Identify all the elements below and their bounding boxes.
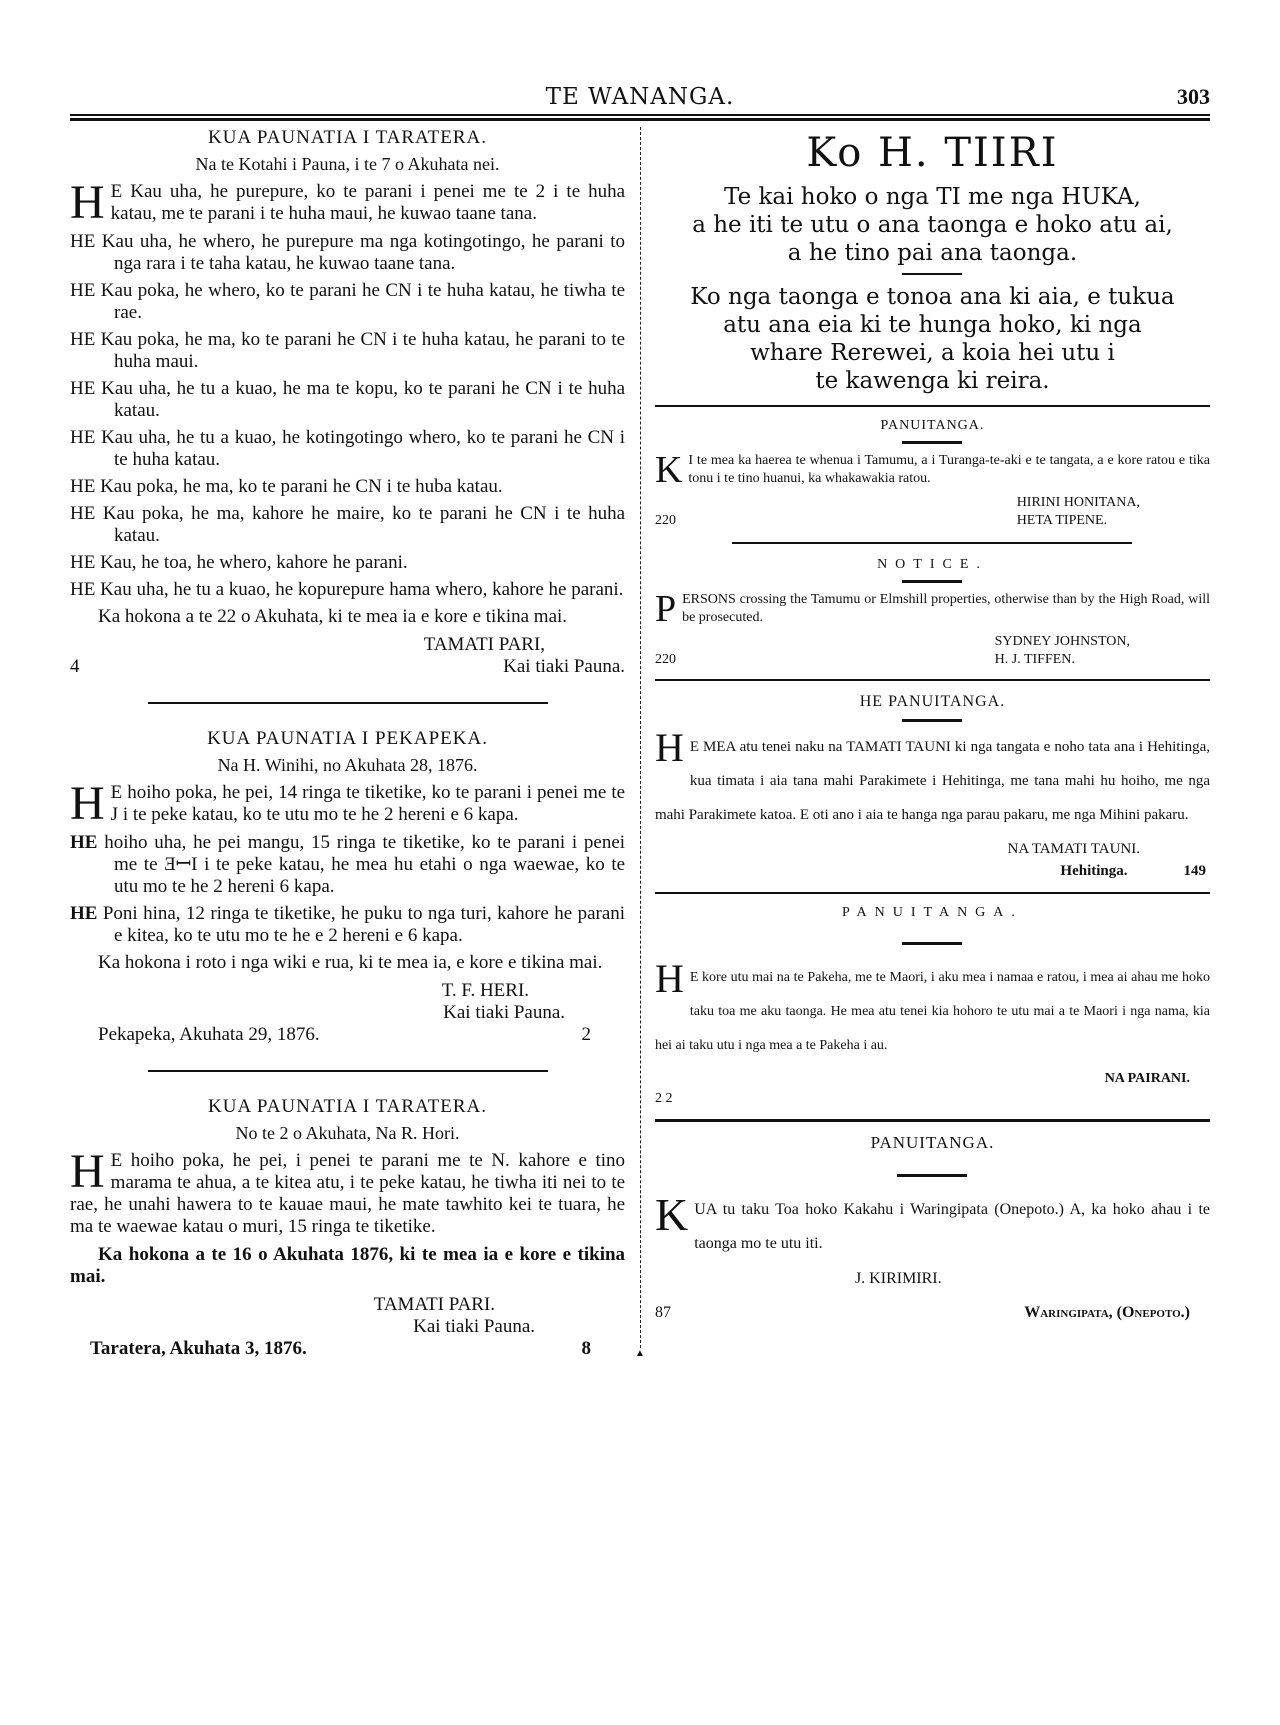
notice-body [655, 1193, 1210, 1261]
signature-row [655, 494, 1210, 530]
newspaper-page [70, 0, 1210, 1360]
panuitanga-kirimiri [655, 1132, 1210, 1325]
advert-lines-1 [655, 183, 1210, 267]
notice-heading: KUA PAUNATIA I TARATERA. [208, 1096, 488, 1117]
signature-name: TAMATI PARI. [373, 1294, 496, 1315]
notice-heading: KUA PAUNATIA I PEKAPEKA. [207, 728, 488, 749]
signature-title: Kai tiaki Pauna. [503, 656, 626, 677]
section-rule [902, 441, 962, 444]
signature-name: SYDNEY JOHNSTON, [994, 634, 1130, 649]
masthead-rule [70, 114, 1210, 121]
drop-cap: H [70, 782, 105, 826]
place: Hehitinga. [1060, 863, 1128, 879]
place: Waringipata, (Onepoto.) [1024, 1304, 1190, 1321]
list-item [70, 476, 625, 498]
notice-ref-number: 2 2 [654, 1091, 673, 1106]
signature-name: T. F. HERI. [441, 980, 530, 1001]
entry-prefix: HE [70, 503, 96, 524]
entry-text: Poni hina, 12 ringa te tiketike, he puku to nga turi, kahore he parani e kitea, ko te utu mo te he e 2 hereni e 6 kapa. [102, 903, 626, 946]
entry-text: Kau poka, he ma, ko te parani he CN i te huba katau. [100, 476, 503, 497]
notice-body [655, 961, 1210, 1063]
advert-title [655, 129, 1210, 177]
advert-lines-2 [655, 283, 1210, 395]
section-rule [902, 719, 962, 722]
pound-notice-taratera-1 [70, 127, 625, 678]
notice-text: E kore utu mai na te Pakeha, me te Maori, i aku mea i namaa e ratou, i mea ai ahau me hoko taku toa me aku taonga. He mea atu tenei kia hohoro te utu mai a te Maori i nga nama, kia hei ai taku utu i nga mea a te Pakeha i au. [654, 970, 1210, 1053]
entry-text: Kau poka, he ma, ko te parani he CN i te huha katau, he parani to te huha maui. [100, 329, 626, 372]
notice-closing: Ka hokona i roto i nga wiki e rua, ki te mea ia, e kore e tikina mai. [98, 952, 603, 973]
notice-body [655, 591, 1210, 627]
entry-prefix: HE [70, 832, 98, 853]
columns [70, 127, 1210, 1360]
entry-prefix: HE [70, 579, 96, 600]
signature-name: J. KIRIMIRI. [854, 1270, 942, 1287]
signature-row [70, 656, 625, 678]
list-item [70, 378, 625, 422]
notice-first-entry [70, 1150, 625, 1238]
panuitanga-tamumu [655, 417, 1210, 530]
column-divider [640, 127, 641, 1348]
section-rule [655, 892, 1210, 894]
panuitanga-pairani [655, 904, 1210, 1109]
pound-notice-taratera-2 [70, 1096, 625, 1360]
notice-text: E MEA atu tenei naku na TAMATI TAUNI ki nga tangata e noho tata ana i Hehitinga, kua timata i aia tana mahi Parakimete i Hehitinga, me tana mahi hu hoiho, me nga mahi Parakimete katoa. E oti ano i aia te hanga nga parau pakaru, me nga Mihini pakaru. [654, 739, 1210, 823]
notice-subheading: Na te Kotahi i Pauna, i te 7 o Akuhata nei. [195, 154, 500, 174]
list-item [70, 903, 625, 947]
entry-prefix: HE [70, 231, 96, 252]
notice-ref-number: 220 [654, 652, 676, 667]
list-item [70, 832, 625, 898]
entry-text: hoiho uha, he pei mangu, 15 ringa te tiketike, ko te parani i penei me te ƎꟷI i te peke katau, he mea hu etahi o nga waewae, ko te utu mo te he 2 hereni 6 kapa. [104, 832, 626, 897]
place-date: Pekapeka, Akuhata 29, 1876. [98, 1024, 320, 1045]
notice-heading: PANUITANGA. [880, 418, 985, 433]
notice-closing: Ka hokona a te 22 o Akuhata, ki te mea ia e kore e tikina mai. [98, 606, 568, 627]
newspaper-title: TE WANANGA. [545, 84, 735, 110]
signature-block [995, 633, 1210, 669]
section-rule [732, 542, 1132, 544]
notice-text: I te mea ka haerea te whenua i Tamumu, a i Turanga-te-aki e te tangata, a e kore ratou e tika tonu i te tino huanui, ka whakawakia ratou. [688, 453, 1210, 486]
advert-line: Ko nga taonga e tonoa ana ki aia, e tukua [690, 284, 1175, 310]
place-date: Taratera, Akuhata 3, 1876. [90, 1338, 307, 1359]
notice-ref-number: 87 [654, 1304, 671, 1321]
signature-name: H. J. TIFFEN. [994, 652, 1075, 667]
signature-row [655, 1301, 1210, 1325]
list-item [70, 329, 625, 373]
notice-ref-number: 149 [1183, 863, 1206, 879]
entry-prefix: HE [70, 378, 96, 399]
signature-title: Kai tiaki Pauna. [413, 1316, 536, 1337]
drop-cap: P [654, 591, 677, 627]
signature-row [70, 1024, 625, 1046]
notice-closing: Ka hokona a te 16 o Akuhata 1876, ki te mea ia e kore e tikina mai. [70, 1244, 626, 1287]
entry-prefix: HE [70, 476, 96, 497]
list-item [70, 552, 625, 574]
entry-text: E hoiho poka, he pei, i penei te parani me te N. kahore e tino marama te ahua, a te kitea atu, i te peke katau, he tiwha iti nei to te rae, he unahi hawera to te kauae maui, he mate tawhito kei te tuara, he ma te waewae katau o muri, 15 ringa te tiketike. [70, 1150, 626, 1237]
entry-prefix: HE [70, 329, 96, 350]
signature-row [655, 860, 1210, 882]
drop-cap: K [654, 1193, 689, 1240]
section-rule [655, 679, 1210, 681]
list-item [70, 579, 625, 601]
signature-row [70, 1338, 625, 1360]
divider-arrow-icon: ▲ [635, 1348, 645, 1359]
notice-heading: PANUITANGA. [842, 905, 1023, 920]
list-item [70, 503, 625, 547]
advert-tiiri [655, 129, 1210, 395]
notice-first-entry [70, 181, 625, 225]
signature-block [1017, 494, 1210, 530]
notice-subheading: Na H. Winihi, no Akuhata 28, 1876. [217, 755, 478, 775]
notice-heading: KUA PAUNATIA I TARATERA. [208, 127, 488, 148]
entry-text: Kau, he toa, he whero, kahore he parani. [100, 552, 408, 573]
notice-subheading: No te 2 o Akuhata, Na R. Hori. [235, 1123, 460, 1143]
advert-line: a he tino pai ana taonga. [787, 240, 1078, 266]
section-rule [902, 942, 962, 945]
advert-line: te kawenga ki reira. [815, 368, 1050, 394]
entry-text: Kau poka, he whero, ko te parani he CN i te huha katau, he tiwha te rae. [100, 280, 626, 323]
advert-line: Te kai hoko o nga TI me nga HUKA, [724, 184, 1141, 210]
entry-text: Kau uha, he tu a kuao, he ma te kopu, ko te parani he CN i te huha katau. [101, 378, 626, 421]
entry-text: Kau uha, he tu a kuao, he kopurepure hama whero, kahore he parani. [100, 579, 624, 600]
notice-first-entry [70, 782, 625, 826]
notice-ref-number: 4 [70, 656, 80, 677]
section-rule [148, 1070, 548, 1072]
section-rule [902, 273, 962, 275]
signature-name: HETA TIPENE. [1016, 513, 1108, 528]
list-item [70, 231, 625, 275]
signature-title: Kai tiaki Pauna. [443, 1002, 566, 1023]
column-divider-wrap [635, 127, 645, 1360]
advert-line: a he iti te utu o ana taonga e hoko atu ai, [692, 212, 1173, 238]
notice-body [655, 730, 1210, 832]
advert-title-prefix: Ko [806, 130, 864, 176]
left-column [70, 127, 635, 1360]
masthead [70, 80, 1210, 110]
drop-cap: H [654, 730, 684, 770]
entry-text: E Kau uha, he purepure, ko te parani i penei me te 2 i te huha katau, me te parani i te huha maui, he kuwao taane tana. [110, 181, 626, 224]
signature-name: NA PAIRANI. [1104, 1071, 1190, 1086]
signature-row [655, 633, 1210, 669]
notice-trespass [655, 556, 1210, 669]
entry-text: E hoiho poka, he pei, 14 ringa te tiketike, ko te parani i penei me te J i te peke katau, ko te utu mo te he 2 hereni e 6 kapa. [110, 782, 626, 825]
drop-cap: H [70, 1150, 105, 1198]
advert-line: atu ana eia ki te hunga hoko, ki nga [723, 312, 1142, 338]
signature-name: NA TAMATI TAUNI. [1007, 841, 1140, 857]
list-item [70, 427, 625, 471]
section-rule [655, 405, 1210, 407]
notice-ref-number: 2 [581, 1024, 592, 1045]
notice-heading: HE PANUITANGA. [859, 693, 1006, 710]
entry-text: Kau poka, he ma, kahore he maire, ko te parani he CN i te huha katau. [102, 503, 626, 546]
signature-name: TAMATI PARI, [423, 634, 546, 655]
advert-title-main: H. TIIRI [878, 130, 1059, 176]
drop-cap: K [654, 452, 683, 488]
drop-cap: H [70, 181, 105, 225]
notice-text: UA tu taku Toa hoko Kakahu i Waringipata (Onepoto.) A, ka hoko ahau i te taonga mo te utu iti. [694, 1201, 1210, 1252]
notice-body [655, 452, 1210, 488]
entry-prefix: HE [70, 280, 96, 301]
notice-ref-number: 220 [654, 513, 676, 528]
signature-name: HIRINI HONITANA, [1016, 495, 1140, 510]
pound-notice-pekapeka [70, 728, 625, 1046]
section-rule [655, 1119, 1210, 1122]
notice-heading: NOTICE. [877, 557, 988, 572]
section-rule [897, 1174, 967, 1177]
list-item [70, 280, 625, 324]
he-panuitanga-tauni [655, 691, 1210, 882]
entry-prefix: HE [70, 552, 96, 573]
section-rule [902, 580, 962, 583]
entry-prefix: HE [70, 903, 98, 924]
drop-cap: H [654, 961, 684, 1001]
advert-line: whare Rerewei, a koia hei utu i [750, 340, 1115, 366]
entry-text: Kau uha, he whero, he purepure ma nga kotingotingo, he parani to nga rara i te taha katau, he kuwao taane tana. [101, 231, 626, 274]
entry-text: Kau uha, he tu a kuao, he kotingotingo whero, ko te parani he CN i te huha katau. [101, 427, 626, 470]
section-rule [148, 702, 548, 704]
right-column [645, 127, 1210, 1325]
notice-text: ERSONS crossing the Tamumu or Elmshill properties, otherwise than by the High Road, will be prosecuted. [682, 592, 1210, 625]
notice-heading: PANUITANGA. [870, 1133, 995, 1152]
page-number: 303 [1177, 84, 1210, 109]
notice-ref-number: 8 [581, 1338, 592, 1359]
entry-prefix: HE [70, 427, 96, 448]
